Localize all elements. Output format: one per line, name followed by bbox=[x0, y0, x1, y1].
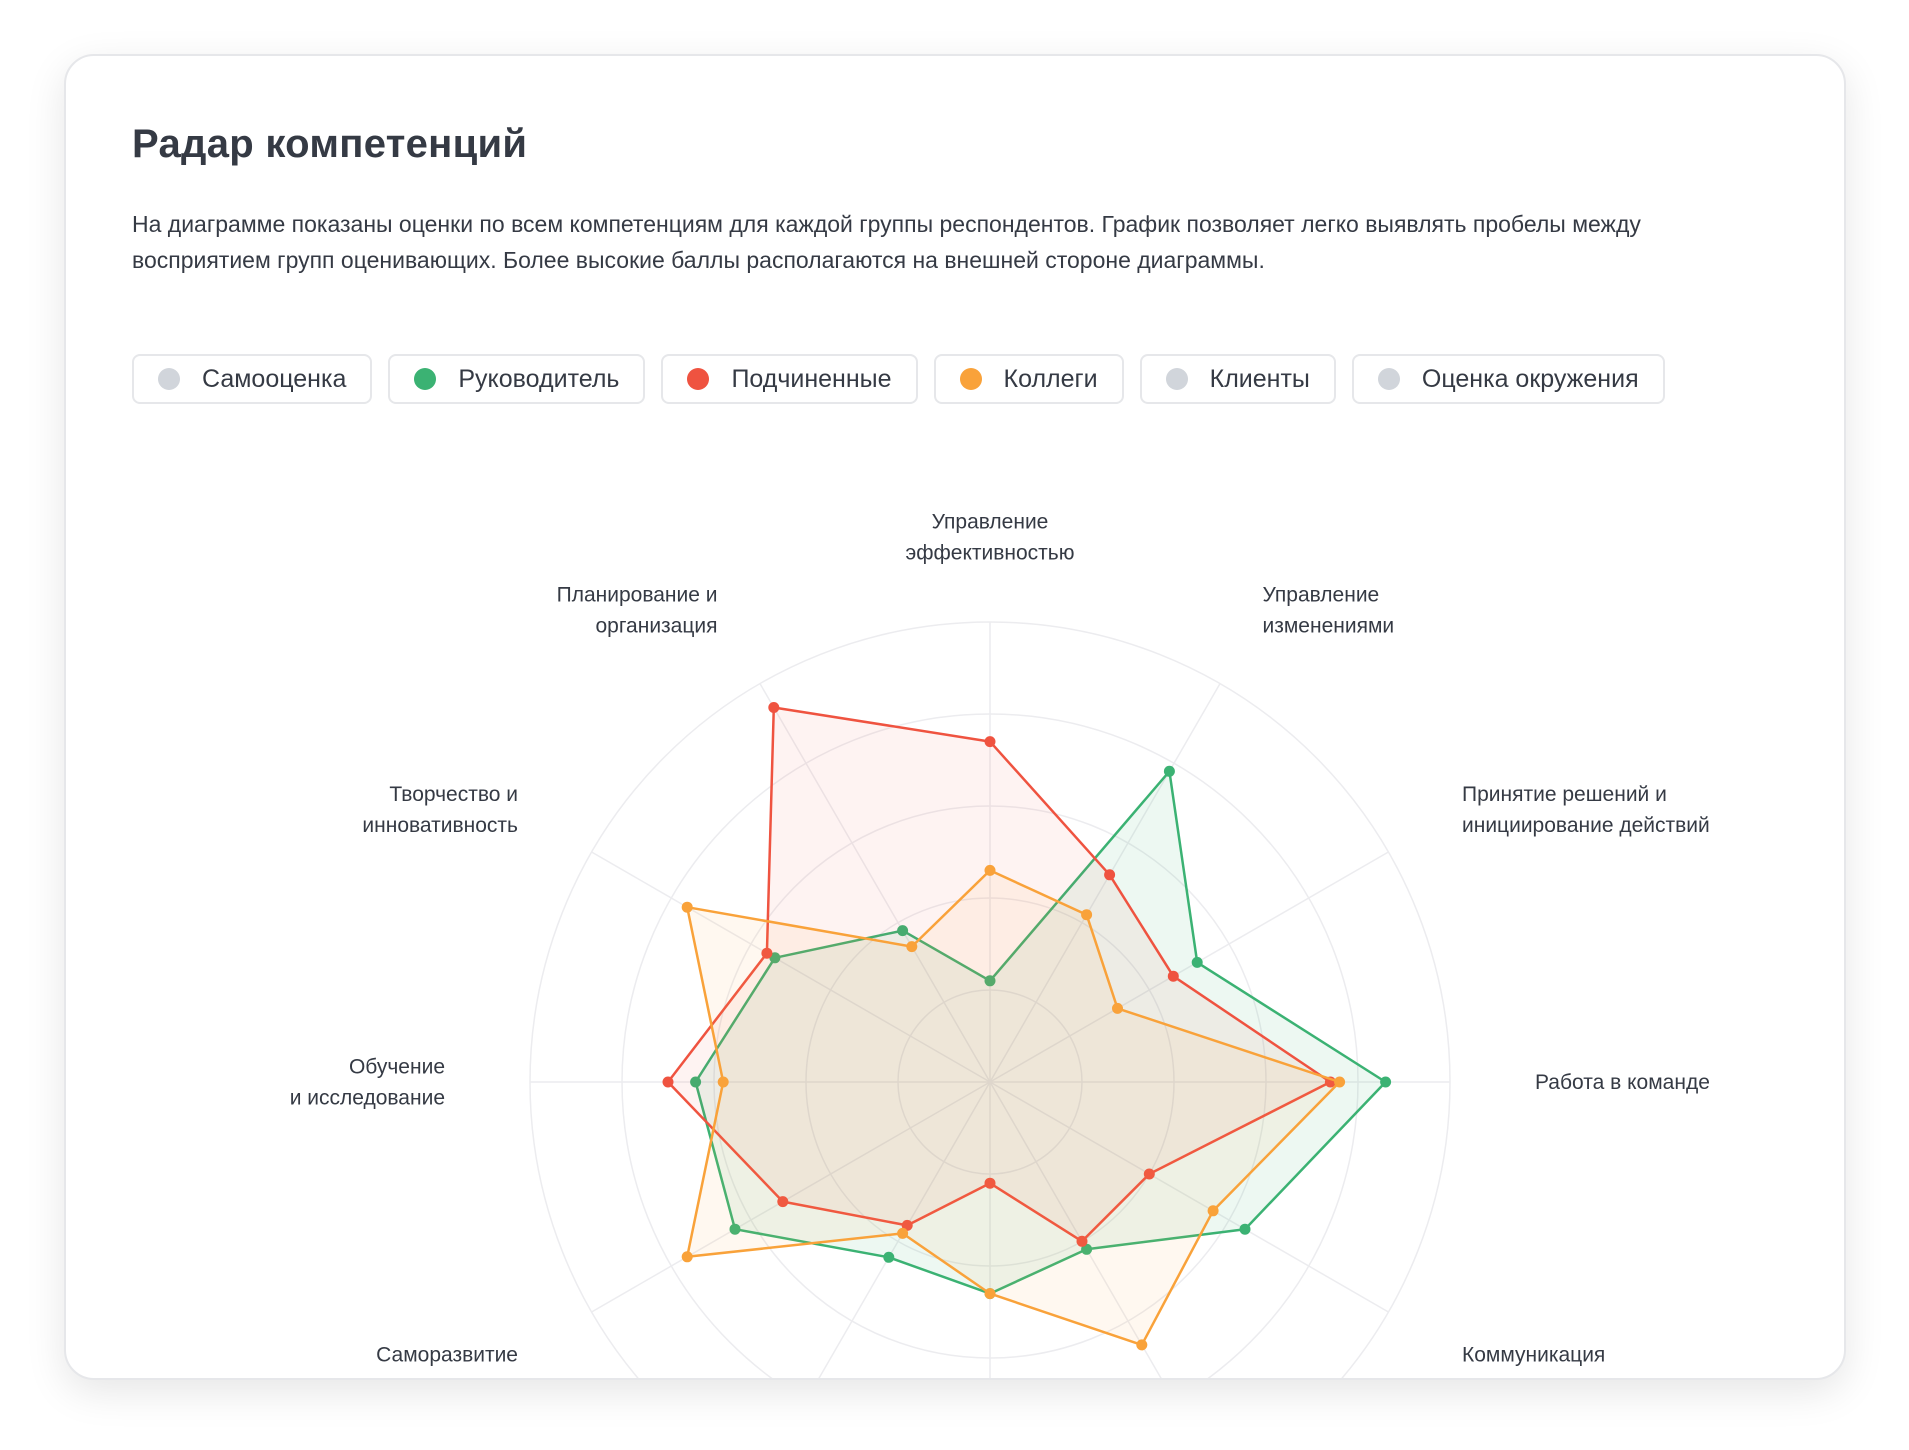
radar-axis-label-line: Планирование и bbox=[556, 583, 718, 607]
radar-data-point[interactable] bbox=[985, 865, 996, 876]
radar-data-point[interactable] bbox=[1192, 957, 1203, 968]
radar-data-point[interactable] bbox=[1380, 1077, 1391, 1088]
chart-description: На диаграмме показаны оценки по всем компетенциям для каждой группы респондентов. График позволяет легко выявлять пробелы между восприятием групп оценивающих. Более высокие баллы располагаются на внешней стороне диаграммы. bbox=[132, 211, 1641, 273]
radar-series bbox=[663, 702, 1392, 1350]
radar-data-point[interactable] bbox=[663, 1077, 674, 1088]
radar-data-point[interactable] bbox=[1168, 971, 1179, 982]
radar-axis-label bbox=[557, 584, 718, 638]
radar-axis-label bbox=[290, 1056, 445, 1110]
radar-data-point[interactable] bbox=[1240, 1224, 1251, 1235]
radar-axis-label-line: Управление bbox=[931, 510, 1049, 534]
radar-chart bbox=[66, 56, 1846, 1380]
radar-axis-label-line: организация bbox=[595, 614, 718, 638]
radar-axis-label-line: Управление bbox=[1262, 583, 1380, 607]
radar-data-point[interactable] bbox=[1208, 1205, 1219, 1216]
legend-label: Самооценка bbox=[202, 364, 347, 393]
radar-axis-label bbox=[1462, 1344, 1605, 1367]
radar-axis-label-line: Коммуникация bbox=[1462, 1343, 1606, 1367]
legend-label: Клиенты bbox=[1209, 364, 1310, 393]
radar-axis-label-line: Обучение bbox=[348, 1055, 445, 1079]
radar-data-point[interactable] bbox=[1334, 1077, 1345, 1088]
radar-axis-label bbox=[362, 783, 518, 837]
radar-axis-label bbox=[1263, 584, 1395, 638]
competency-radar-card bbox=[64, 54, 1846, 1380]
radar-data-point[interactable] bbox=[682, 902, 693, 913]
radar-axis-label-line: Саморазвитие bbox=[376, 1343, 518, 1367]
radar-axis-label bbox=[906, 511, 1075, 565]
radar-data-point[interactable] bbox=[985, 736, 996, 747]
page-title: Радар компетенций bbox=[132, 122, 528, 166]
radar-data-point[interactable] bbox=[768, 702, 779, 713]
radar-axis-label-line: Принятие решений и bbox=[1462, 783, 1667, 806]
legend-label: Подчиненные bbox=[731, 364, 892, 393]
radar-axis-label-line: Работа в команде bbox=[1535, 1071, 1710, 1094]
legend-label: Коллеги bbox=[1003, 364, 1098, 393]
radar-data-point[interactable] bbox=[1164, 766, 1175, 777]
radar-axis-label bbox=[376, 1344, 518, 1367]
radar-axis-label bbox=[1462, 783, 1710, 837]
radar-data-point[interactable] bbox=[1136, 1339, 1147, 1350]
radar-axis-label bbox=[1535, 1071, 1710, 1094]
radar-series-area bbox=[687, 870, 1339, 1345]
radar-data-point[interactable] bbox=[906, 941, 917, 952]
radar-axis-label-line: инициирование действий bbox=[1462, 814, 1710, 837]
radar-data-point[interactable] bbox=[718, 1077, 729, 1088]
radar-axis-label-line: и исследование bbox=[289, 1086, 445, 1110]
legend-label: Оценка окружения bbox=[1421, 364, 1639, 393]
radar-data-point[interactable] bbox=[1104, 869, 1115, 880]
radar-data-point[interactable] bbox=[985, 1288, 996, 1299]
radar-axis-label-line: инновативность bbox=[362, 814, 518, 837]
radar-data-point[interactable] bbox=[1081, 909, 1092, 920]
radar-axis-label-line: эффективностью bbox=[905, 541, 1075, 565]
radar-data-point[interactable] bbox=[1112, 1003, 1123, 1014]
legend-label: Руководитель bbox=[458, 364, 620, 393]
radar-data-point[interactable] bbox=[897, 1228, 908, 1239]
radar-axis-label-line: Творчество и bbox=[389, 783, 518, 806]
radar-data-point[interactable] bbox=[883, 1252, 894, 1263]
radar-axis-label-line: изменениями bbox=[1262, 614, 1395, 638]
radar-data-point[interactable] bbox=[682, 1251, 693, 1262]
